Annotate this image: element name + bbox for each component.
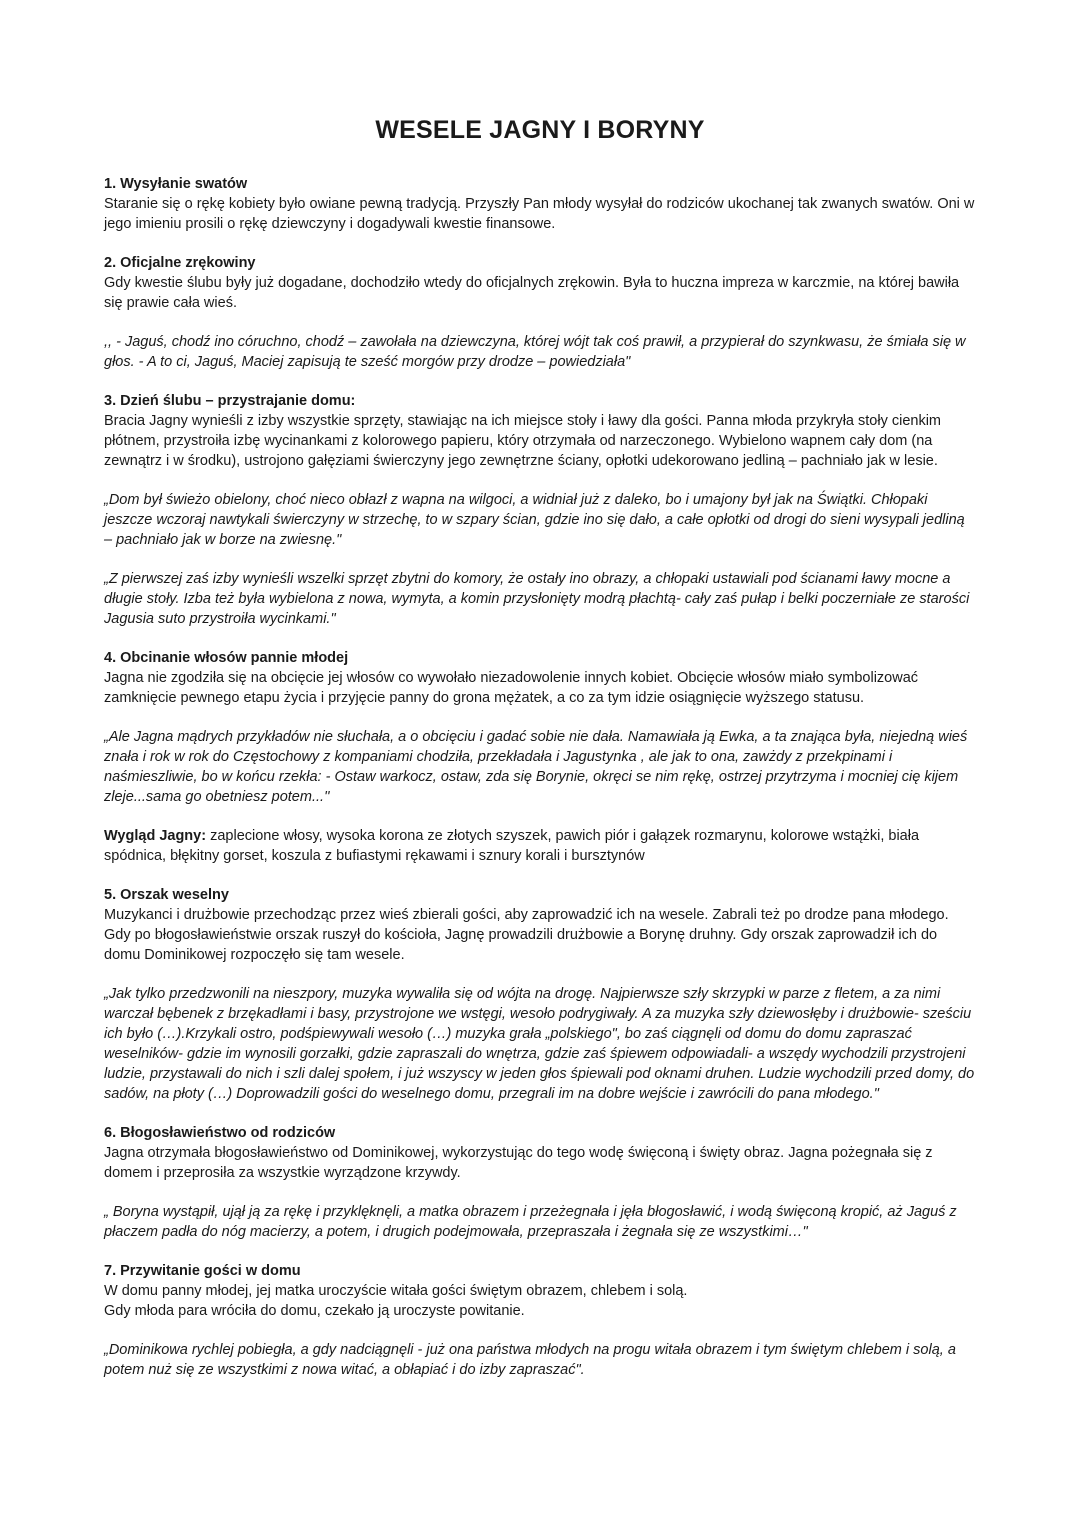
section-text: Muzykanci i drużbowie przechodząc przez wieś zbierali gości, aby zaprowadzić ich na wesele. Zabrali też po drodze pana młodego. Gdy po błogosławieństwie orszak ruszył do kościoła, Jagnę prowadzili drużbowie a Borynę druhny. Gdy orszak zaprowadził ich do domu Dominikowej rozpoczęło się tam wesele. bbox=[104, 907, 949, 963]
section-quote: „Jak tylko przedzwonili na nieszpory, muzyka wywaliła się od wójta na drogę. Najpierwsze szły skrzypki w parze z fletem, a za nimi warczał bębenek z brzękadłami i basy, przystrojone we wstęgi, wesoło podrygiwały. A za muzyka szły dziewosłęby i drużbowie- sześciu ich było (…).Krzykali ostro, podśpiewywali wesoło (…) muzyka grała „polskiego", bo zaś ciągnęli od domu do domu zapraszać weselników- gdzie im wynosili gorzałki, gdzie zapraszali do wnętrza, gdzie zaś śpiewem odpowiadali- a wszędy wychodzili przystrojeni ludzie, przystawali do nich i szli dalej społem, i już wszyscy w jeden głos śpiewali pod oknami druhen. Ludzie wychodzili przed domy, do sadów, na płoty (…) Doprowadzili gości do weselnego domu, przegrali im na dobre wejście i zawrócili do pana młodego." bbox=[104, 986, 975, 1102]
section-heading: 2. Oficjalne zrękowiny bbox=[104, 255, 256, 271]
section-2 bbox=[104, 253, 976, 372]
section-1 bbox=[104, 174, 976, 234]
section-quote: ,, - Jaguś, chodź ino córuchno, chodź – zawołała na dziewczyna, której wójt tak coś prawił, a przypierał do szynkwasu, że śmiała się w głos. - A to ci, Jaguś, Maciej zapisują te sześć morgów przy drodze – powiedziała" bbox=[104, 334, 966, 370]
section-text: Gdy kwestie ślubu były już dogadane, dochodziło wtedy do oficjalnych zrękowin. Była to huczna impreza w karczmie, na której bawiła się prawie cała wieś. bbox=[104, 275, 960, 311]
document-title: WESELE JAGNY I BORYNY bbox=[375, 116, 705, 144]
section-quote: „Dominikowa rychlej pobiegła, a gdy nadciągnęli - już ona państwa młodych na progu witała obrazem i tym świętym chlebem i solą, a potem nuż się ze wszystkimi z nowa witać, a obłapiać i do izby zapraszać". bbox=[104, 1342, 956, 1378]
section-heading: 6. Błogosławieństwo od rodziców bbox=[104, 1125, 336, 1141]
section-text: Jagna nie zgodziła się na obcięcie jej włosów co wywołało niezadowolenie innych kobiet. Obcięcie włosów miało symbolizować zamknięcie pewnego etapu życia i przyjęcie panny do grona mężatek, a co za tym idzie osiągnięcie wyższego statusu. bbox=[104, 670, 919, 706]
document-page bbox=[104, 112, 976, 1399]
section-heading: 7. Przywitanie gości w domu bbox=[104, 1263, 301, 1279]
section-text: Bracia Jagny wynieśli z izby wszystkie sprzęty, stawiając na ich miejsce stoły i ławy dla gości. Panna młoda przykryła stoły cienkim płótnem, przystroiła izbę wycinankami z kolorowego papieru, który otrzymała od narzeczonego. Wybielono wapnem cały dom (na zewnątrz i w środku), ustrojono gałęziami świerczyny jego zewnętrzne ściany, opłotki udekorowano jedliną – pachniało jak w lesie. bbox=[104, 413, 941, 469]
section-quote: „ Boryna wystąpił, ujął ją za rękę i przyklęknęli, a matka obrazem i przeżegnała i jęła błogosławić, i wodą święconą kropić, aż Jaguś z płaczem padła do nóg macierzy, a potem, i drugich podejmowała, przepraszała i żegnała się ze wszystkimi…" bbox=[104, 1204, 957, 1240]
section-6 bbox=[104, 1123, 976, 1242]
jagna-appearance-label: Wygląd Jagny: bbox=[104, 828, 207, 844]
jagna-appearance-text: zaplecione włosy, wysoka korona ze złotych szyszek, pawich piór i gałązek rozmarynu, kolorowe wstążki, biała spódnica, błękitny gorset, koszula z bufiastymi rękawami i sznury korali i bursztynów bbox=[104, 828, 920, 864]
section-text: Jagna otrzymała błogosławieństwo od Dominikowej, wykorzystując do tego wodę święconą i święty obraz. Jagna pożegnała się z domem i przeprosiła za wszystkie wyrządzone krzywdy. bbox=[104, 1145, 933, 1181]
section-heading: 1. Wysyłanie swatów bbox=[104, 176, 248, 192]
section-heading: 3. Dzień ślubu – przystrajanie domu: bbox=[104, 393, 356, 409]
jagna-appearance bbox=[104, 826, 976, 866]
section-heading: 5. Orszak weselny bbox=[104, 887, 229, 903]
section-7 bbox=[104, 1261, 976, 1380]
section-4 bbox=[104, 648, 976, 866]
section-quote: „Dom był świeżo obielony, choć nieco obłazł z wapna na wilgoci, a widniał już z daleko, bo i umajony był jak na Świątki. Chłopaki jeszcze wczoraj nawtykali świerczyny w strzechę, to w szpary ścian, gdzie ino się dało, a całe opłotki od drogi do sieni wysypali jedliną – pachniało jak w borze na zwiesnę." bbox=[104, 492, 965, 548]
section-quote: „Ale Jagna mądrych przykładów nie słuchała, a o obcięciu i gadać sobie nie dała. Namawiała ją Ewka, a ta znająca była, niejedną wieś znała i rok w rok do Częstochowy z kompaniami chodziła, przekładała i Jagustynka , ale jak to ona, zawżdy z przekpinami i naśmieszliwie, bo w końcu rzekła: - Ostaw warkocz, ostaw, zda się Borynie, okręci se nim rękę, ostrzej przytrzyma i mocniej cię kijem zleje...sama go obetniesz potem...'' bbox=[104, 729, 968, 805]
section-3 bbox=[104, 391, 976, 629]
section-text: Staranie się o rękę kobiety było owiane pewną tradycją. Przyszły Pan młody wysyłał do rodziców ukochanej tak zwanych swatów. Oni w jego imieniu prosili o rękę dziewczyny i dogadywali kwestie finansowe. bbox=[104, 196, 975, 232]
section-heading: 4. Obcinanie włosów pannie młodej bbox=[104, 650, 349, 666]
section-text-2: Gdy młoda para wróciła do domu, czekało ją uroczyste powitanie. bbox=[104, 1303, 525, 1319]
section-text: W domu panny młodej, jej matka uroczyście witała gości świętym obrazem, chlebem i solą. bbox=[104, 1283, 688, 1299]
section-5 bbox=[104, 885, 976, 1104]
section-quote-2: „Z pierwszej zaś izby wynieśli wszelki sprzęt zbytni do komory, że ostały ino obrazy, a chłopaki ustawiali pod ścianami ławy mocne a długie stoły. Izba też była wybielona z nowa, wymyta, a komin przysłonięty modrą płachtą- cały zaś pułap i belki poczerniałe ze starości Jagusia suto przystroiła wycinkami." bbox=[104, 571, 970, 627]
